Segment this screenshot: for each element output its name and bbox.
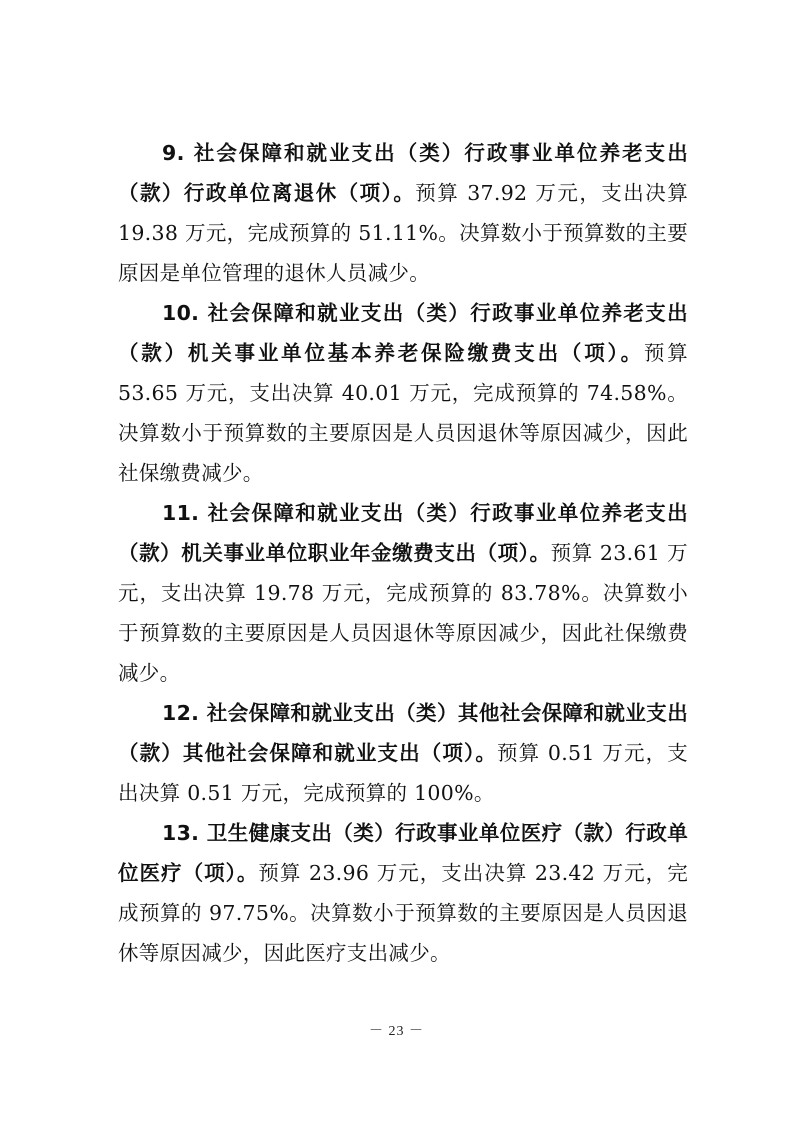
paragraph-item-9: [118, 133, 688, 293]
paragraph-heading: 12. 社会保障和就业支出（类）其他社会保障和就业支出（款）其他社会保障和就业支出（项）。: [118, 701, 688, 765]
page-number: － 23 －: [369, 1024, 424, 1039]
paragraph-heading: 11. 社会保障和就业支出（类）行政事业单位养老支出（款）机关事业单位职业年金缴费支出（项）。: [118, 501, 688, 565]
paragraph-heading: 10. 社会保障和就业支出（类）行政事业单位养老支出（款）机关事业单位基本养老保险缴费支出（项）。: [118, 301, 688, 365]
paragraph-body: 预算 0.51 万元，支出决算 0.51 万元，完成预算的 100%。: [118, 741, 689, 805]
paragraph-body: 预算 37.92 万元，支出决算 19.38 万元，完成预算的 51.11%。决算数小于预算数的主要原因是单位管理的退休人员减少。: [118, 181, 688, 285]
paragraph-item-10: [118, 293, 688, 493]
paragraph-body: 预算 23.96 万元，支出决算 23.42 万元，完成预算的 97.75%。决算数小于预算数的主要原因是人员因退休等原因减少，因此医疗支出减少。: [118, 861, 688, 965]
paragraph-body: 预算 23.61 万元，支出决算 19.78 万元，完成预算的 83.78%。决算数小于预算数的主要原因是人员因退休等原因减少，因此社保缴费减少。: [118, 541, 688, 685]
paragraph-item-13: [118, 813, 688, 973]
paragraph-item-12: [118, 693, 688, 813]
page-body: [118, 133, 688, 973]
paragraph-heading: 9. 社会保障和就业支出（类）行政事业单位养老支出（款）行政单位离退休（项）。: [118, 141, 688, 205]
paragraph-body: 预算 53.65 万元，支出决算 40.01 万元，完成预算的 74.58%。决算数小于预算数的主要原因是人员因退休等原因减少，因此社保缴费减少。: [118, 341, 688, 485]
paragraph-item-11: [118, 493, 688, 693]
paragraph-heading: 13. 卫生健康支出（类）行政事业单位医疗（款）行政单位医疗（项）。: [118, 821, 688, 885]
